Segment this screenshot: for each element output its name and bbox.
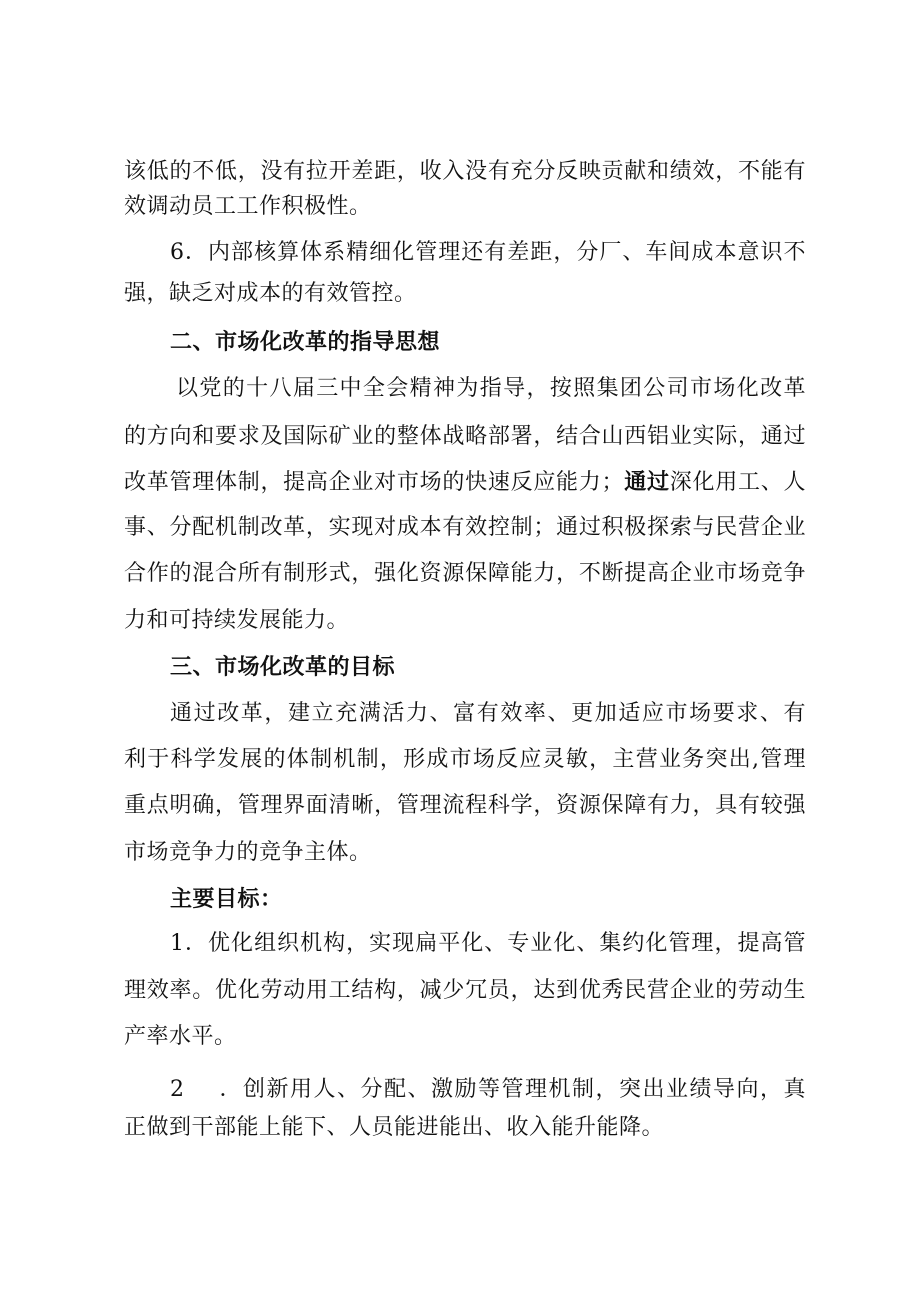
guiding-line	[124, 465, 806, 499]
goal-line: 市场竞争力的竞争主体。	[124, 840, 372, 865]
goal-line: 利于科学发展的体制机制，形成市场反应灵敏，主营业务突出,管理	[124, 747, 806, 772]
goal-2-text: ．创新用人、分配、激励等管理机制，突出业绩导向，真	[218, 1077, 806, 1102]
paragraph-line: 效调动员工工作积极性。	[124, 194, 372, 219]
main-goals-heading: 主要目标：	[170, 886, 283, 912]
guiding-line: 力和可持续发展能力。	[124, 608, 350, 633]
goal-1-line: 1．优化组织机构，实现扁平化、专业化、集约化管理，提高管	[170, 931, 806, 956]
goal-2-number: 2	[170, 1077, 185, 1102]
section-heading-3: 三、市场化改革的目标	[170, 654, 396, 680]
guiding-line-bold-part: 通过	[624, 469, 670, 495]
guiding-line: 事、分配机制改革，实现对成本有效控制；通过积极探索与民营企业	[124, 515, 806, 540]
guiding-line-part: 深化用工、人	[669, 470, 806, 495]
guiding-line: 的方向和要求及国际矿业的整体战略部署，结合山西铝业实际，通过	[124, 424, 806, 449]
list-item-6-line: 强，缺乏对成本的有效管控。	[124, 281, 417, 306]
goal-1-line: 产率水平。	[124, 1024, 237, 1049]
goal-line: 通过改革，建立充满活力、富有效率、更加适应市场要求、有	[170, 701, 806, 726]
paragraph-line: 该低的不低，没有拉开差距，收入没有充分反映贡献和绩效，不能有	[124, 159, 806, 184]
goal-1-line: 理效率。优化劳动用工结构，减少冗员，达到优秀民营企业的劳动生	[124, 978, 806, 1003]
goal-line: 重点明确，管理界面清晰，管理流程科学，资源保障有力，具有较强	[124, 793, 806, 818]
goal-2-line	[170, 1073, 806, 1107]
list-item-6-line: 6．内部核算体系精细化管理还有差距，分厂、车间成本意识不	[170, 240, 806, 265]
section-heading-2: 二、市场化改革的指导思想	[170, 329, 441, 355]
goal-2-line: 正做到干部能上能下、人员能进能出、收入能升能降。	[124, 1115, 665, 1140]
guiding-line-part: 改革管理体制，提高企业对市场的快速反应能力；	[124, 470, 625, 495]
guiding-line: 以党的十八届三中全会精神为指导，按照集团公司市场化改革	[176, 376, 806, 401]
guiding-line: 合作的混合所有制形式，强化资源保障能力，不断提高企业市场竞争	[124, 561, 806, 586]
